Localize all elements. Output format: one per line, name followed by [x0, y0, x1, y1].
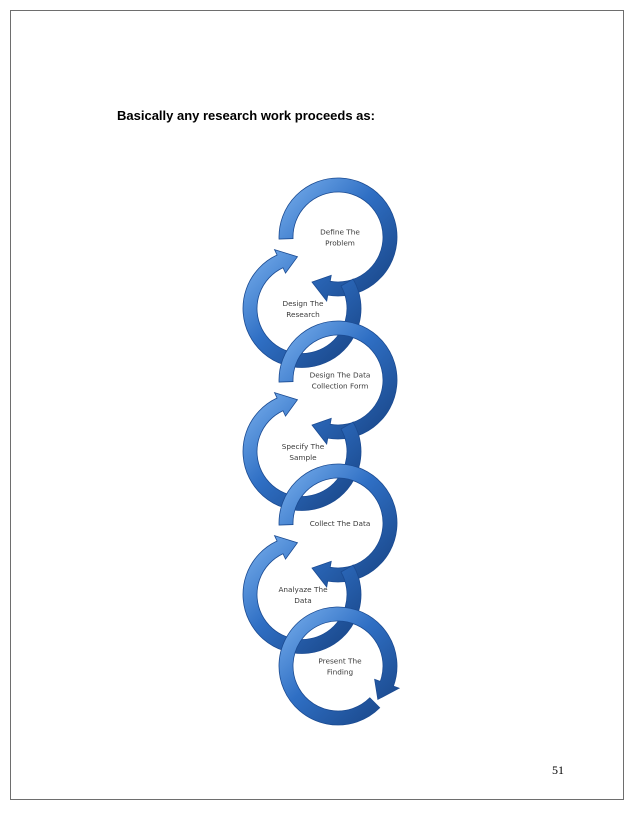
page-heading: Basically any research work proceeds as:	[117, 108, 375, 123]
step-label-line: Sample	[289, 453, 317, 462]
step-label-line: Problem	[325, 238, 355, 248]
step-label	[278, 585, 328, 605]
step-label-line: Specify The	[281, 442, 325, 451]
process-step	[279, 178, 397, 301]
step-label-line: Data	[294, 596, 312, 605]
step-label	[282, 442, 325, 462]
step-label-line: Collect The Data	[309, 519, 371, 528]
step-label-line: Analyaze The	[278, 585, 328, 594]
step-label-line: Design The	[282, 299, 324, 308]
step-label-line: Research	[286, 310, 320, 319]
step-label	[310, 371, 371, 391]
step-label-line: Collection Form	[311, 381, 369, 391]
step-label	[310, 519, 371, 528]
step-label-line: Finding	[326, 667, 354, 677]
step-label-line: Define The	[320, 227, 360, 237]
step-label-line: Present The	[318, 656, 362, 666]
step-label	[320, 228, 360, 248]
step-label	[282, 299, 324, 319]
step-label-line: Design The Data	[309, 370, 371, 380]
step-label	[318, 657, 362, 677]
page-number: 51	[552, 763, 564, 777]
